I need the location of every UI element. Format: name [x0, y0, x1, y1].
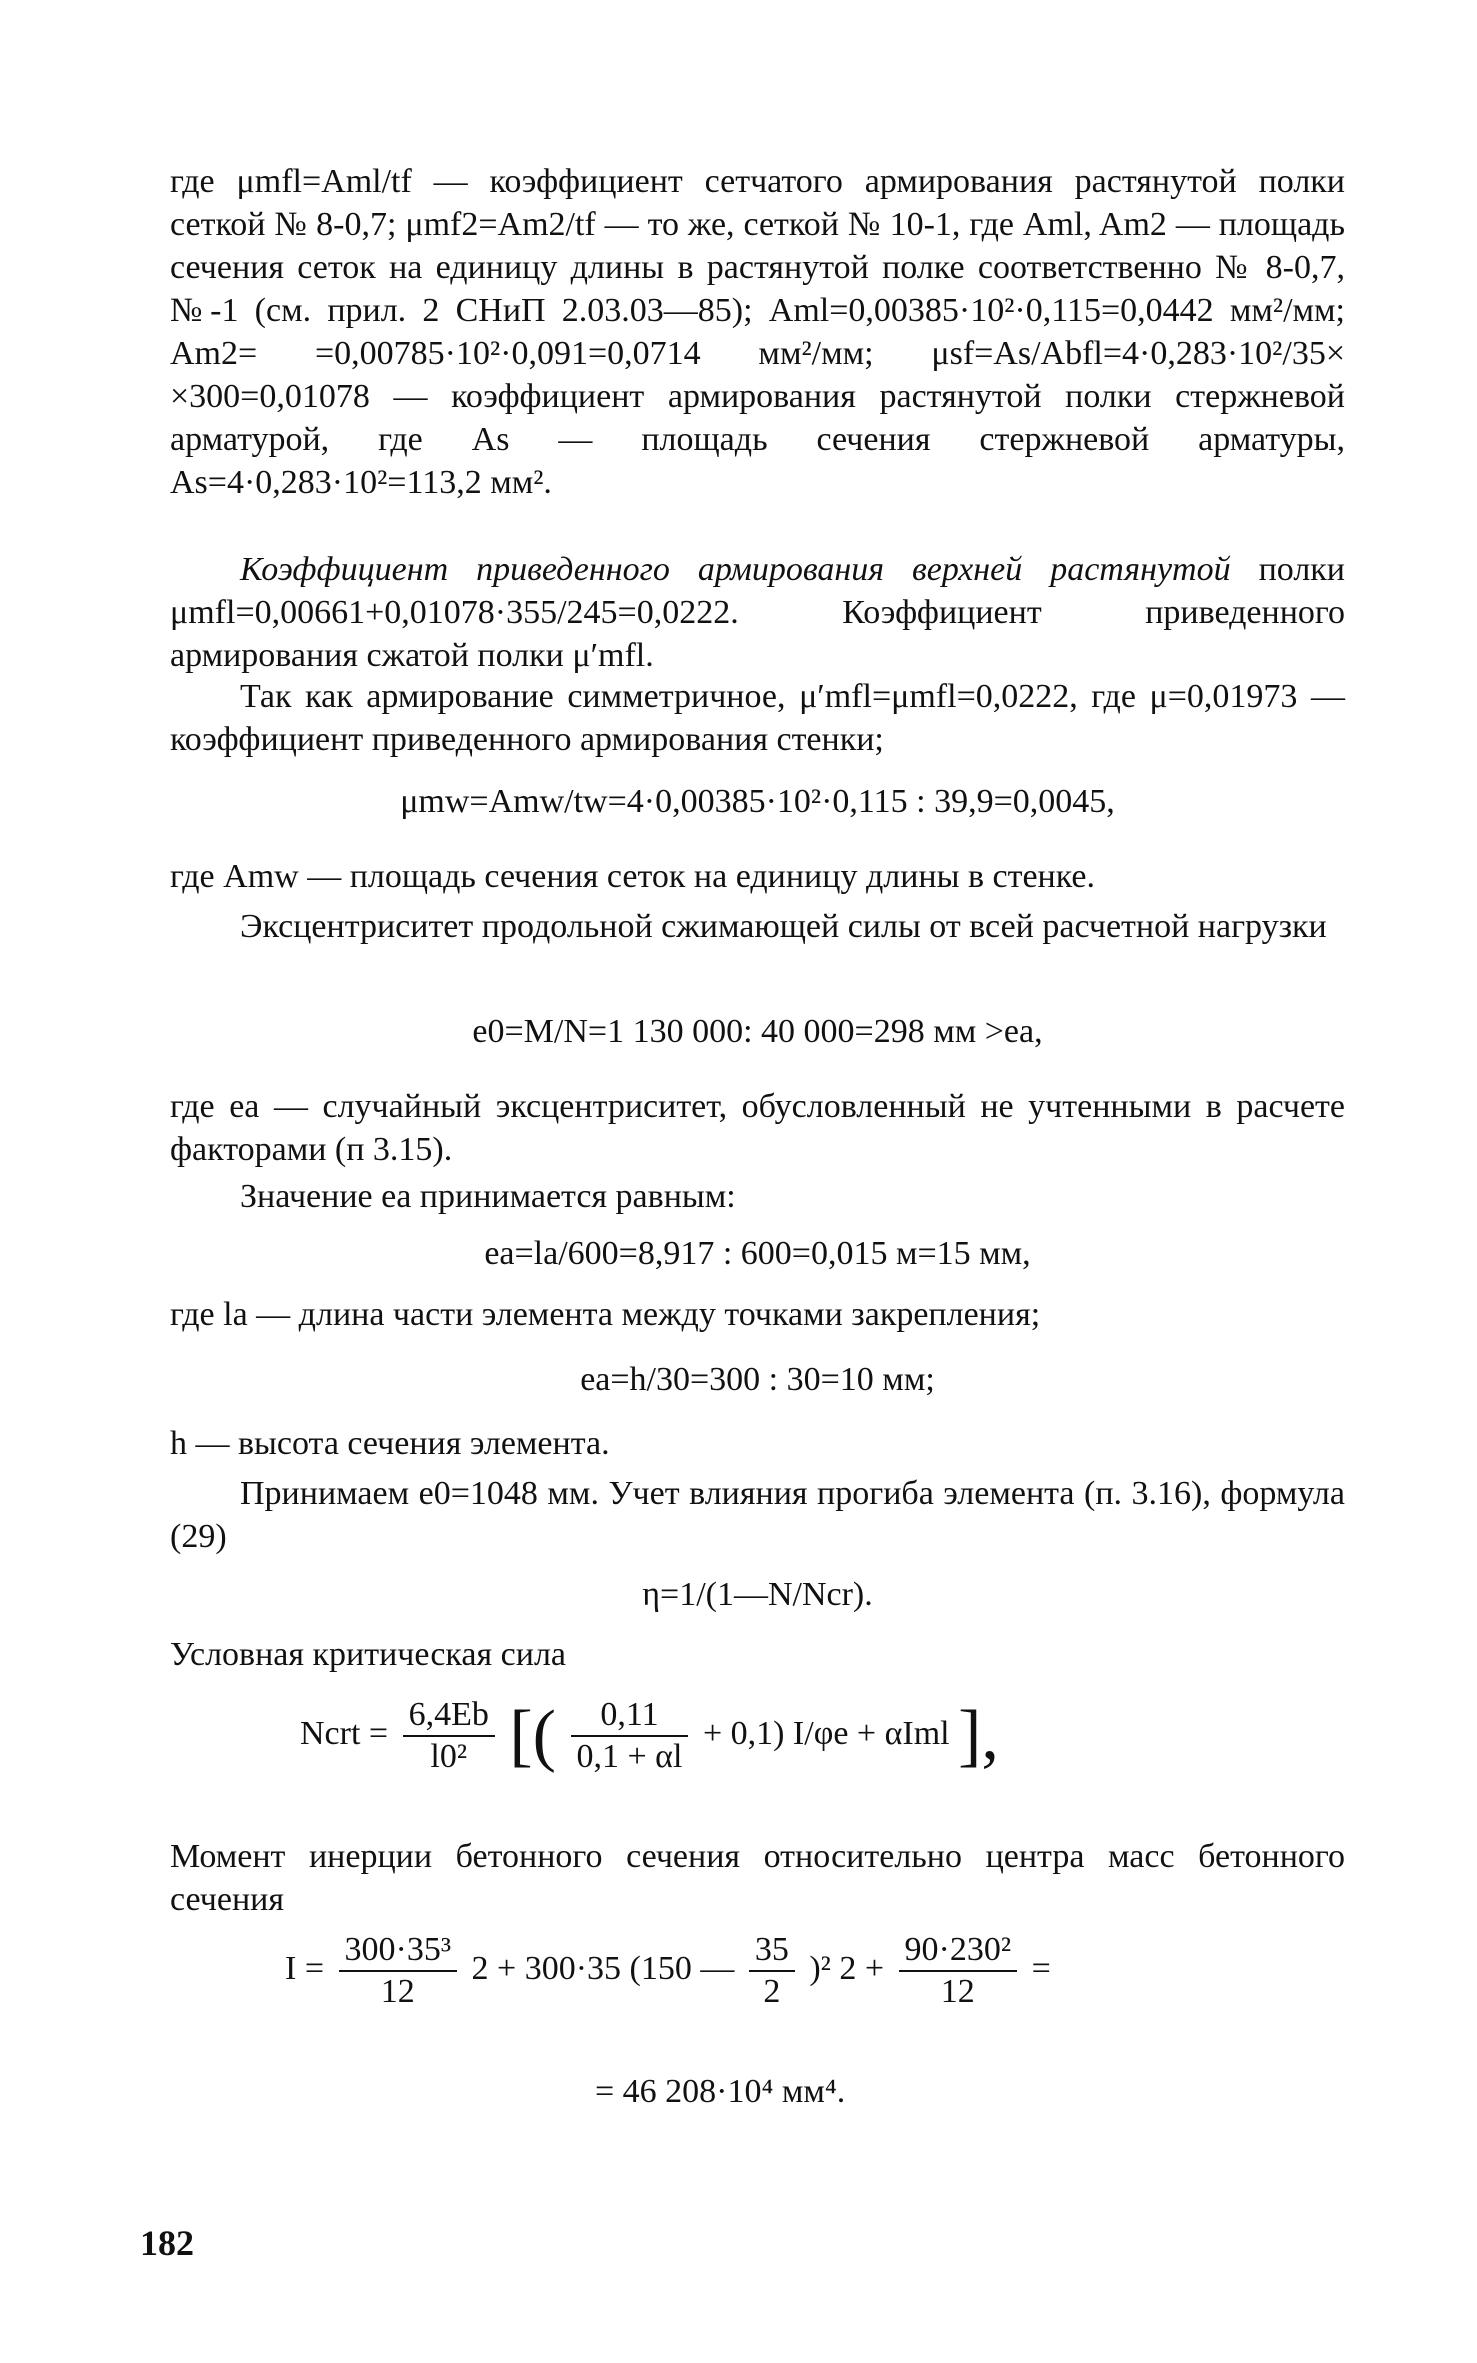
inertia-f3-den: 12	[940, 1973, 975, 2010]
ncr-fraction-2	[571, 1695, 689, 1777]
inertia-fraction-2	[749, 1930, 795, 2012]
ncr-end: ],	[958, 1697, 999, 1774]
ncr-f1-num: 6,4Eb	[403, 1695, 495, 1737]
paragraph-h: h — высота сечения элемента.	[170, 1425, 610, 1462]
equation-mu-mw: μmw=Amw/tw=4·0,00385·10²·0,115 : 39,9=0,0045,	[400, 783, 1115, 820]
ncr-tail: + 0,1) I/φe + αIml	[702, 1714, 950, 1752]
inertia-f2-num: 35	[749, 1930, 795, 1972]
paragraph-reduced-reinforcement	[170, 548, 1345, 677]
paragraph-e0-accept: Принимаем e0=1048 мм. Учет влияния прогиба элемента (п. 3.16), формула (29)	[170, 1475, 1345, 1555]
equation-eta: η=1/(1—N/Ncr).	[642, 1576, 873, 1613]
equation-e0: e0=M/N=1 130 000: 40 000=298 мм >ea,	[472, 1013, 1043, 1050]
inertia-f1-num: 300·35³	[339, 1930, 458, 1972]
inertia-f3-num: 90·230²	[899, 1930, 1018, 1972]
ncr-f2-num: 0,11	[571, 1695, 689, 1737]
inertia-mid2: )² 2 +	[809, 1949, 885, 1987]
ncr-f1-den: l0²	[430, 1738, 468, 1775]
paragraph-moment-of-inertia: Момент инерции бетонного сечения относительно центра масс бетонного сечения	[170, 1838, 1345, 1918]
equation-inertia-result: = 46 208·10⁴ мм⁴.	[595, 2073, 846, 2110]
inertia-f2-den: 2	[763, 1973, 781, 2010]
inertia-mid: 2 + 300·35 (150 —	[471, 1949, 735, 1987]
formula-ncr	[300, 1695, 999, 1777]
paragraph-text: полки μmfl=0,00661+0,01078·355/245=0,0222. Коэффициент приведенного армирования сжатой полки μ′mfl.	[170, 551, 1346, 674]
paragraph-eccentricity: Эксцентриситет продольной сжимающей силы от всей расчетной нагрузки	[240, 908, 1327, 945]
bracket-open: [(	[509, 1697, 556, 1774]
paragraph-la: где la — длина части элемента между точками закрепления;	[170, 1296, 1041, 1333]
inertia-lhs: I =	[285, 1949, 324, 1987]
ncr-lhs: Ncrt =	[300, 1714, 389, 1752]
formula-inertia	[285, 1930, 1051, 2012]
paragraph-critical-force: Условная критическая сила	[170, 1636, 566, 1673]
paragraph-ea-value: Значение ea принимается равным:	[240, 1178, 736, 1215]
equation-ea-la: ea=la/600=8,917 : 600=0,015 м=15 мм,	[484, 1235, 1031, 1272]
paragraph-amw: где Amw — площадь сечения сеток на единицу длины в стенке.	[170, 858, 1095, 895]
inertia-fraction-3	[899, 1930, 1018, 2012]
paragraph-ea-random: где ea — случайный эксцентриситет, обусловленный не учтенными в расчете факторами (п 3.15).	[170, 1088, 1345, 1168]
inertia-end: =	[1031, 1949, 1051, 1987]
paragraph-symmetric: Так как армирование симметричное, μ′mfl=μmfl=0,0222, где μ=0,01973 — коэффициент приведенного армирования стенки;	[170, 678, 1345, 758]
paragraph-reinforcement-definitions: где μmfl=Aml/tf — коэффициент сетчатого армирования растянутой полки сеткой № 8-0,7; μmf2=Am2/tf — то же, сеткой № 10-1, где Aml, Am2 — площадь сечения сеток на единицу длины в растянутой полке соответственно № 8-0,7, №-1 (см. прил. 2 СНиП 2.03.03—85); Aml=0,00385·10²·0,115=0,0442 мм²/мм; Am2= =0,00785·10²·0,091=0,0714 мм²/мм; μsf=As/Abfl=4·0,283·10²/35× ×300=0,01078 — коэффициент армирования растянутой полки стержневой арматурой, где As — площадь сечения стержневой арматуры, As=4·0,283·10²=113,2 мм².	[170, 163, 1345, 501]
equation-ea-h: ea=h/30=300 : 30=10 мм;	[580, 1361, 935, 1398]
ncr-f2-den: 0,1 + αl	[576, 1738, 683, 1775]
page-number: 182	[140, 2223, 194, 2263]
italic-lead: Коэффициент приведенного армирования верхней растянутой	[240, 551, 1231, 588]
inertia-f1-den: 12	[380, 1973, 415, 2010]
ncr-fraction-1	[403, 1695, 495, 1777]
inertia-fraction-1	[339, 1930, 458, 2012]
